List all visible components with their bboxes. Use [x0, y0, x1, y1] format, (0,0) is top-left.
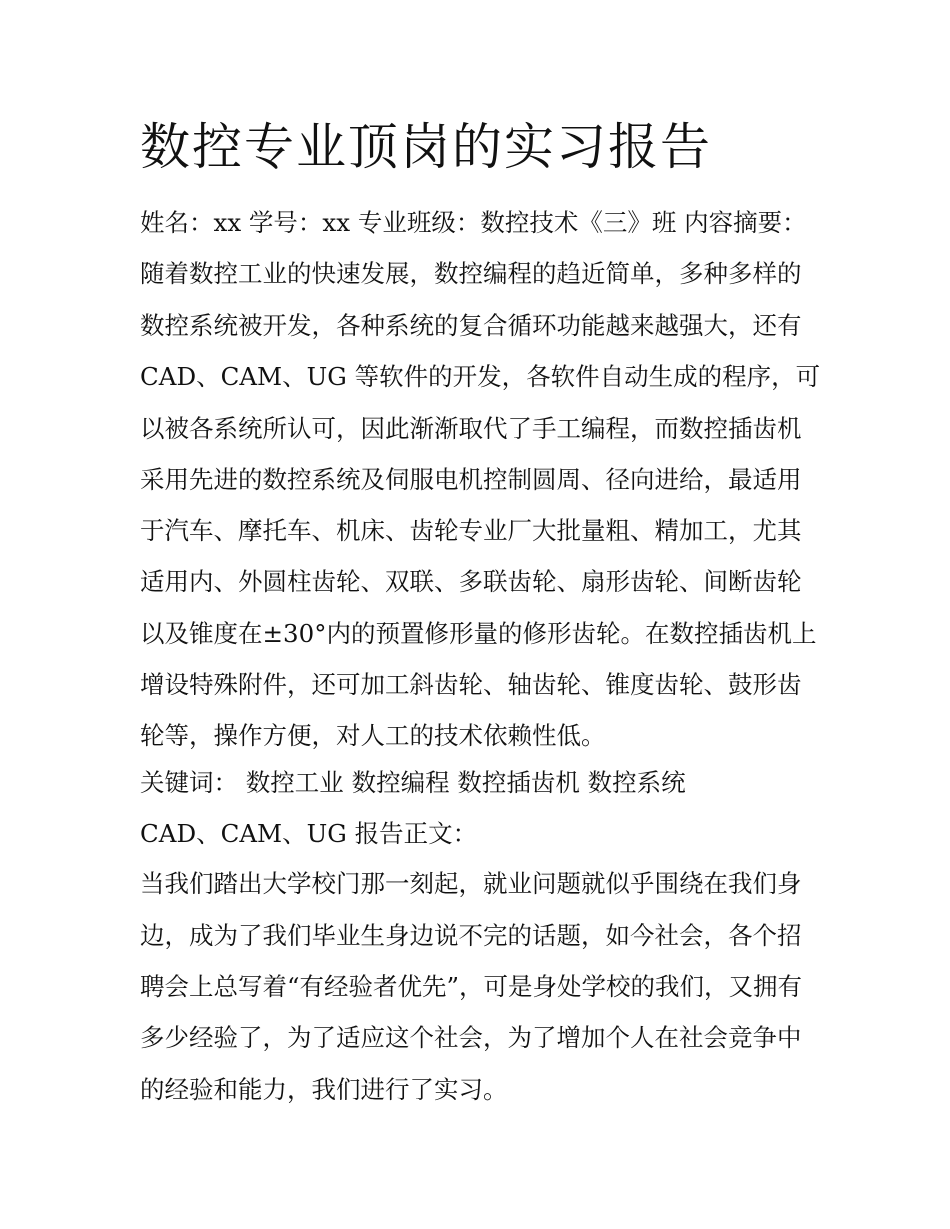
abstract-line: 适用内、外圆柱齿轮、双联、多联齿轮、扇形齿轮、间断齿轮	[140, 567, 802, 596]
keywords-line: 关键词： 数控工业 数控编程 数控插齿机 数控系统	[140, 768, 686, 797]
abstract-line: 数控系统被开发，各种系统的复合循环功能越来越强大，还有	[140, 311, 802, 340]
abstract-line: 轮等，操作方便，对人工的技术依赖性低。	[140, 721, 606, 750]
abstract-line: 以被各系统所认可，因此渐渐取代了手工编程，而数控插齿机	[140, 414, 802, 443]
abstract-line: 采用先进的数控系统及伺服电机控制圆周、径向进给，最适用	[140, 465, 802, 494]
body-line: 聘会上总写着“有经验者优先”，可是身处学校的我们，又拥有	[140, 972, 803, 1001]
body-line: 的经验和能力，我们进行了实习。	[140, 1075, 508, 1104]
body-line: 多少经验了，为了适应这个社会，为了增加个人在社会竞争中	[140, 1023, 802, 1052]
abstract-line: 增设特殊附件，还可加工斜齿轮、轴齿轮、锥度齿轮、鼓形齿	[140, 670, 802, 699]
document-title: 数控专业顶岗的实习报告	[140, 118, 712, 176]
abstract-line: 于汽车、摩托车、机床、齿轮专业厂大批量粗、精加工，尤其	[140, 516, 802, 545]
meta-line: 姓名：xx 学号：xx 专业班级：数控技术《三》班 内容摘要：	[140, 208, 807, 237]
body-line: 当我们踏出大学校门那一刻起，就业问题就似乎围绕在我们身	[140, 869, 802, 898]
keywords-line: CAD、CAM、UG 报告正文：	[140, 819, 478, 848]
abstract-line: 随着数控工业的快速发展，数控编程的趋近简单，多种多样的	[140, 259, 802, 288]
abstract-line: 以及锥度在±30°内的预置修形量的修形齿轮。在数控插齿机上	[140, 619, 817, 648]
body-line: 边，成为了我们毕业生身边说不完的话题，如今社会，各个招	[140, 921, 802, 950]
abstract-line: CAD、CAM、UG 等软件的开发，各软件自动生成的程序，可	[140, 362, 821, 391]
